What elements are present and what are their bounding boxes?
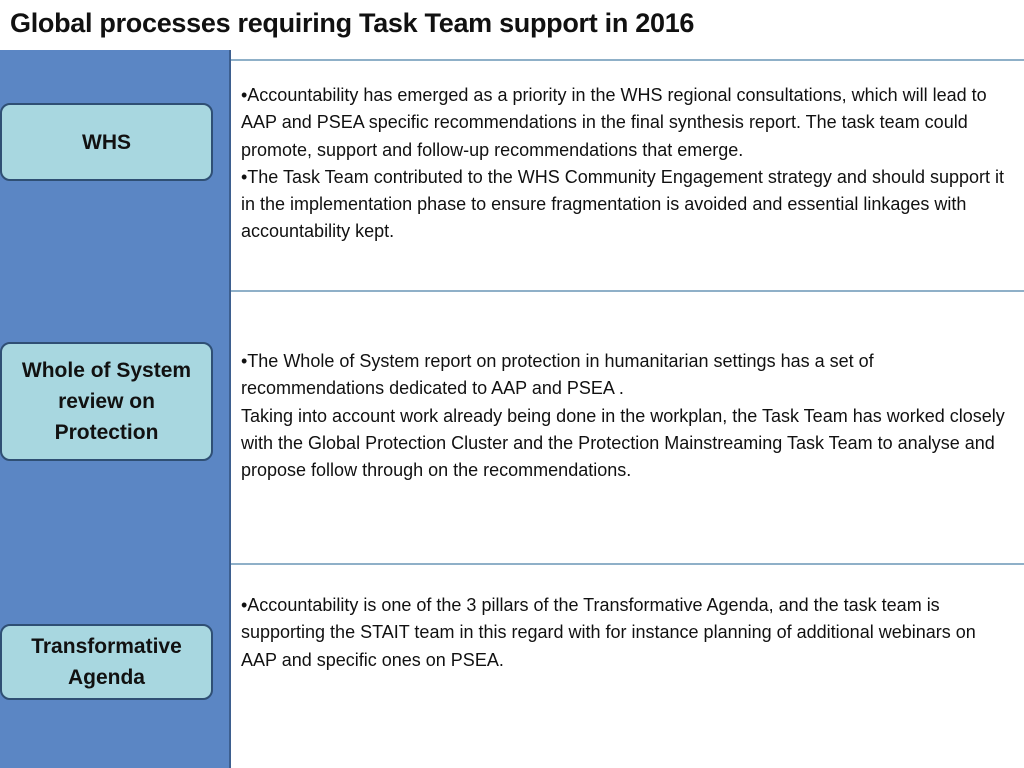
paragraph: •The Whole of System report on protection in humanitarian settings has a set of recommendations dedicated to AAP and PSEA . — [241, 351, 874, 399]
section-text — [241, 82, 1008, 246]
paragraph: •Accountability is one of the 3 pillars of the Transformative Agenda, and the task team is supporting the STAIT team in this regard with for instance planning of additional webinars on AAP and specific ones on PSEA. — [241, 595, 976, 670]
sidebar — [0, 50, 231, 768]
section-whs — [231, 59, 1024, 291]
slide-title: Global processes requiring Task Team support in 2016 — [10, 8, 695, 38]
section-transformative-agenda — [231, 564, 1024, 768]
section-text — [241, 592, 1008, 674]
section-text — [241, 348, 1008, 484]
label-whole-of-system-review: Whole of System review on Protection — [0, 342, 213, 461]
label-whs: WHS — [0, 103, 213, 181]
label-transformative-agenda: Transformative Agenda — [0, 624, 213, 700]
section-whole-of-system — [231, 291, 1024, 564]
paragraph: Taking into account work already being done in the workplan, the Task Team has worked closely with the Global Protection Cluster and the Protection Mainstreaming Task Team to analyse and propose follow through on the recommendations. — [241, 405, 1005, 481]
paragraph: •Accountability has emerged as a priority in the WHS regional consultations, which will lead to AAP and PSEA specific recommendations in the final synthesis report. The task team could promote, support and follow-up recommendations that emerge. — [241, 85, 987, 160]
paragraph: •The Task Team contributed to the WHS Community Engagement strategy and should support it in the implementation phase to ensure fragmentation is avoided and essential linkages with accountability kept. — [241, 166, 1005, 242]
